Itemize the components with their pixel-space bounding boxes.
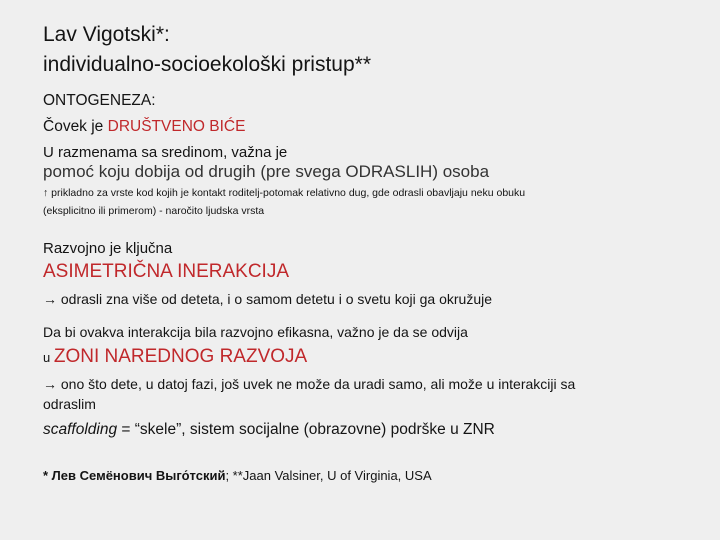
title-line-1: Lav Vigotski*: [43, 23, 170, 46]
title-line-2: individualno-socioekološki pristup** [43, 53, 372, 76]
razmena-line: U razmenama sa sredinom, važna je [43, 144, 288, 161]
asimetricna-heading: ASIMETRIČNA INERAKCIJA [43, 261, 289, 282]
scaffolding-term: scaffolding [43, 421, 118, 438]
covek-line [43, 118, 245, 136]
da-bi-line: Da bi ovakva interakcija bila razvojno efikasna, važno je da se odvija [43, 324, 468, 340]
drustveno-bice: DRUŠTVENO BIĆE [107, 118, 246, 135]
zona-prefix: u [43, 350, 54, 365]
pomoc-prefix: pomoć koju dobija od drugih (pre svega [43, 162, 346, 181]
note-line-2: (eksplicitno ili primerom) - naročito ljudska vrsta [43, 205, 265, 217]
pomoc-line [43, 162, 489, 182]
slide-title [43, 20, 371, 80]
note-line-1: ↑ prikladno za vrste kod kojih je kontakt roditelj-potomak relativno dug, gde odrasli obavljaju neku obuku [43, 187, 526, 199]
odraslim-line: odraslim [43, 396, 96, 412]
scaffolding-line [43, 421, 495, 439]
zona-line [43, 346, 307, 368]
ontogeneza-heading: ONTOGENEZA: [43, 92, 156, 109]
covek-prefix: Čovek je [43, 118, 108, 135]
ono-sto-line: → ono što dete, u datoj fazi, još uvek ne može da uradi samo, ali može u interakciji sa [43, 376, 576, 392]
scaffolding-definition: = “skele”, sistem socijalne (obrazovne) podrške u ZNR [117, 421, 495, 438]
zona-naradnog-razvoja: ZONI NAREDNOG RAZVOJA [53, 346, 308, 367]
odrasli-zna-line: → odrasli zna više od deteta, i o samom detetu i o svetu koji ga okružuje [43, 291, 493, 307]
pomoc-suffix: ) osoba [432, 162, 490, 181]
footnote [43, 468, 432, 483]
razvojno-line: Razvojno je ključna [43, 240, 173, 257]
pomoc-odrasli: ODRASLIH [345, 162, 433, 181]
footnote-author: * Лев Семёнович Выго́тский [43, 468, 226, 483]
footnote-rest: ; **Jaan Valsiner, U of Virginia, USA [225, 468, 432, 483]
